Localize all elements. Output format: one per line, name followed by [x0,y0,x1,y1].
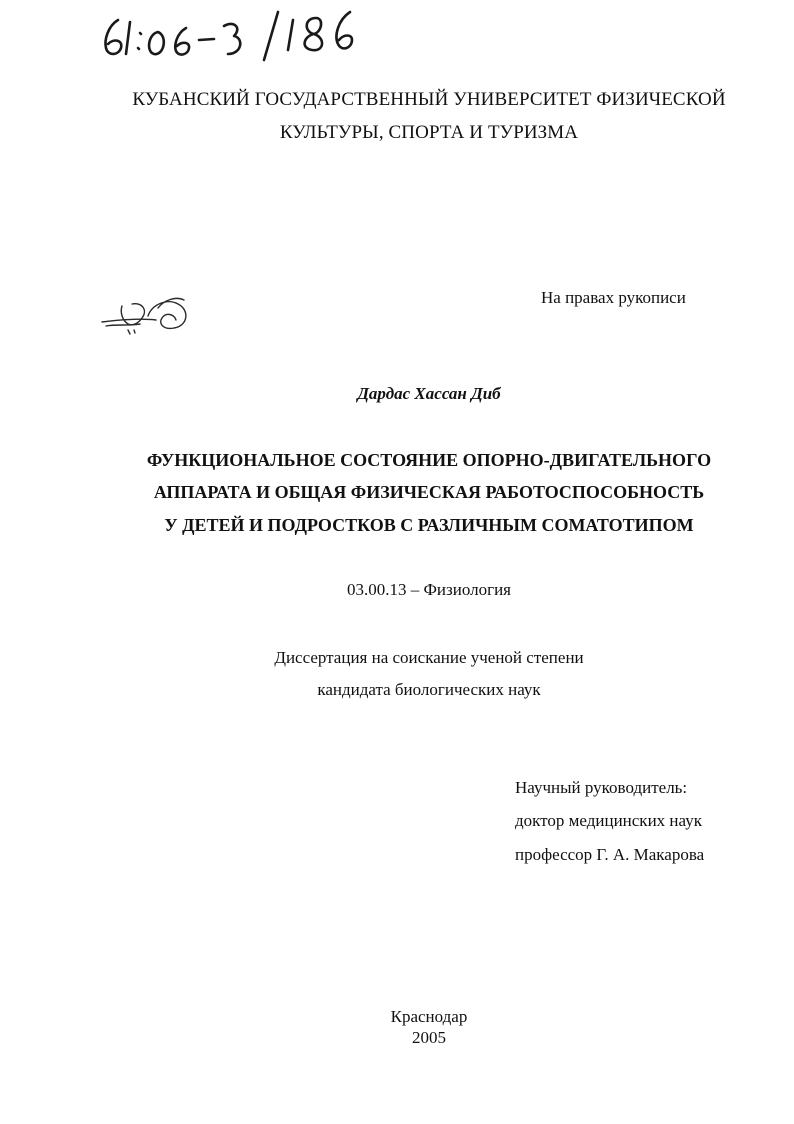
supervisor-name: профессор Г. А. Макарова [515,845,705,864]
supervisor-label: Научный руководитель: [515,778,688,797]
handwritten-archive-code [96,6,416,66]
signature [98,290,198,342]
dissertation-title-line-3: У ДЕТЕЙ И ПОДРОСТКОВ С РАЗЛИЧНЫМ СОМАТОТИПОМ [164,515,694,535]
specialty-code: 03.00.13 – Физиология [347,580,511,599]
degree-line-1: Диссертация на соискание ученой степени [274,648,584,667]
university-name-line-1: КУБАНСКИЙ ГОСУДАРСТВЕННЫЙ УНИВЕРСИТЕТ ФИЗИЧЕСКОЙ [132,89,726,110]
dissertation-title-line-1: ФУНКЦИОНАЛЬНОЕ СОСТОЯНИЕ ОПОРНО-ДВИГАТЕЛЬНОГО [146,450,712,470]
city: Краснодар [390,1007,468,1026]
degree-line-2: кандидата биологических наук [317,680,541,699]
dissertation-title-line-2: АППАРАТА И ОБЩАЯ ФИЗИЧЕСКАЯ РАБОТОСПОСОБНОСТЬ [153,482,705,502]
supervisor-degree: доктор медицинских наук [515,811,702,830]
author-name: Дардас Хассан Диб [357,384,501,403]
university-name-line-2: КУЛЬТУРЫ, СПОРТА И ТУРИЗМА [279,122,579,143]
year: 2005 [412,1028,446,1047]
rights-note: На правах рукописи [541,288,686,307]
